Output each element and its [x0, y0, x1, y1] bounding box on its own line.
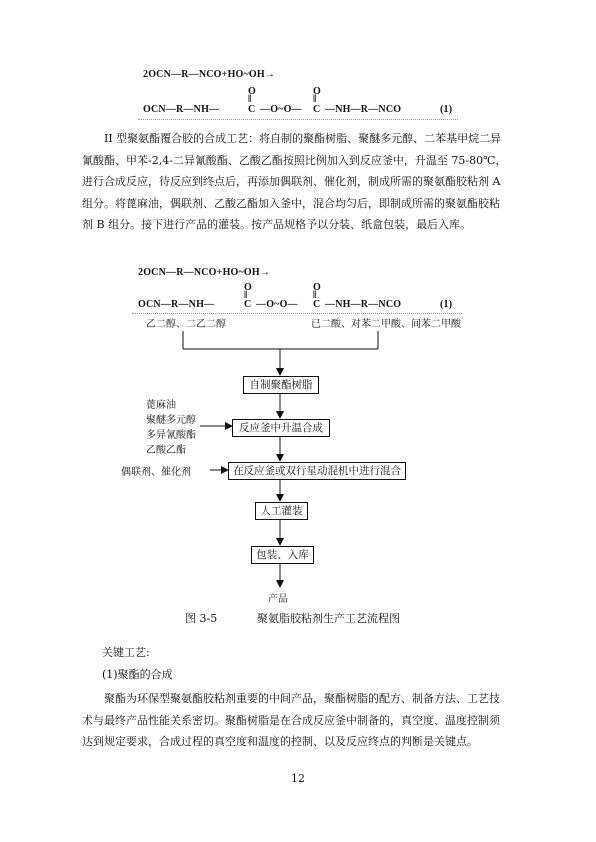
section-heading: 关键工艺: [102, 646, 150, 659]
equation-2-reactants: 2OCN—R—NCO+HO~OH→ [138, 267, 271, 278]
paragraph-line: 组分。将蓖麻油，偶联剂、乙酸乙酯加入釜中，混合均匀后，即制成所需的聚氨酯胶粘 [82, 196, 500, 210]
equation-1-reactants: 2OCN—R—NCO+HO~OH→ [143, 69, 276, 80]
flowchart-side-material: 蓖麻油 [146, 400, 176, 411]
equation-2-carbonyl-o-2: O [313, 282, 321, 293]
flowchart-side-material: 多异氰酸酯 [146, 430, 196, 441]
equation-2-double-bond-1: ‖ [244, 290, 248, 301]
equation-2-double-bond-2: ‖ [313, 290, 317, 301]
figure-title: 聚氨脂胶粘剂生产工艺流程图 [257, 612, 400, 625]
figure-number: 图 3-5 [185, 612, 218, 625]
flowchart-step-polyester-resin: 自制聚酯树脂 [243, 376, 319, 394]
flowchart-step-reaction: 反应釜中升温合成 [232, 419, 330, 437]
flowchart-input-acids: 已二酸、对苯二甲酸、间苯二甲酸 [311, 319, 461, 330]
paragraph-line: II 型聚氨酯覆合胶的合成工艺：将自制的聚酯树脂、聚醚多元醇、二苯基甲烷二异 [104, 132, 502, 145]
equation-2-ester-link: —O~O— [256, 299, 298, 310]
flowchart-output-product: 产品 [268, 594, 288, 605]
section-subheading: (1)聚酯的合成 [102, 668, 173, 681]
flowchart-step-packaging: 包装、入库 [251, 546, 314, 564]
paragraph-line: 达到规定要求，合成过程的真空度和温度的控制、以及反应终点的判断是关键点。 [82, 735, 478, 748]
paragraph-line: 剂 B 组分。接下进行产品的灌装。按产品规格予以分装、纸盒包装，最后入库。 [82, 218, 472, 231]
equation-1-carbon-2: C [313, 104, 321, 115]
paragraph-line: 聚酯为环保型聚氨酯胶粘剂重要的中间产品，聚酯树脂的配方、制备方法、工艺技 [104, 692, 500, 705]
paragraph-line: 氰酸酯、甲苯-2,4-二异氰酸酯、乙酸乙酯按照比例加入到反应釜中，升温至 75-80℃， [82, 153, 507, 167]
equation-1-product-left: OCN—R—NH— [143, 104, 220, 115]
paragraph-line: 进行合成反应，待反应到终点后，再添加偶联剂、催化剂，制成所需的聚氨酯胶粘剂 A [82, 175, 501, 188]
equation-1-carbonyl-o-2: O [313, 86, 321, 97]
paragraph-polyester-synthesis [82, 688, 532, 753]
flowchart-side-material: 乙酸乙酯 [146, 445, 186, 456]
flowchart-step-mixing: 在反应釜或双行星动混机中进行混合 [228, 462, 406, 480]
equation-1-carbonyl-o-1: O [248, 86, 256, 97]
equation-1-ester-link: —O~O— [260, 104, 302, 115]
equation-1-carbon-1: C [248, 104, 256, 115]
equation-2-carbon-1: C [244, 299, 252, 310]
equation-2-carbon-2: C [313, 299, 321, 310]
equation-2-number: (1) [440, 299, 453, 310]
flowchart-input-glycols: 乙二醇、二乙二醇 [146, 319, 226, 330]
equation-1-double-bond-1: ‖ [248, 94, 252, 105]
equation-2-product-right: —NH—R—NCO [325, 299, 402, 310]
equation-1-double-bond-2: ‖ [313, 94, 317, 105]
equation-1-product-right: —NH—R—NCO [325, 104, 402, 115]
flowchart-side-coupling-catalyst: 偶联剂、催化剂 [121, 467, 191, 478]
page-number: 12 [291, 772, 305, 785]
flowchart-side-material: 聚醚多元醇 [146, 415, 196, 426]
equation-2-product-left: OCN—R—NH— [138, 299, 215, 310]
equation-1-number: (1) [440, 104, 453, 115]
flowchart-step-filling: 人工灌装 [255, 502, 308, 520]
paragraph-line: 术与最终产品性能关系密切。聚酯树脂是在合成反应釜中制备的，真空度、温度控制须 [82, 713, 500, 727]
equation-2-carbonyl-o-1: O [244, 282, 252, 293]
